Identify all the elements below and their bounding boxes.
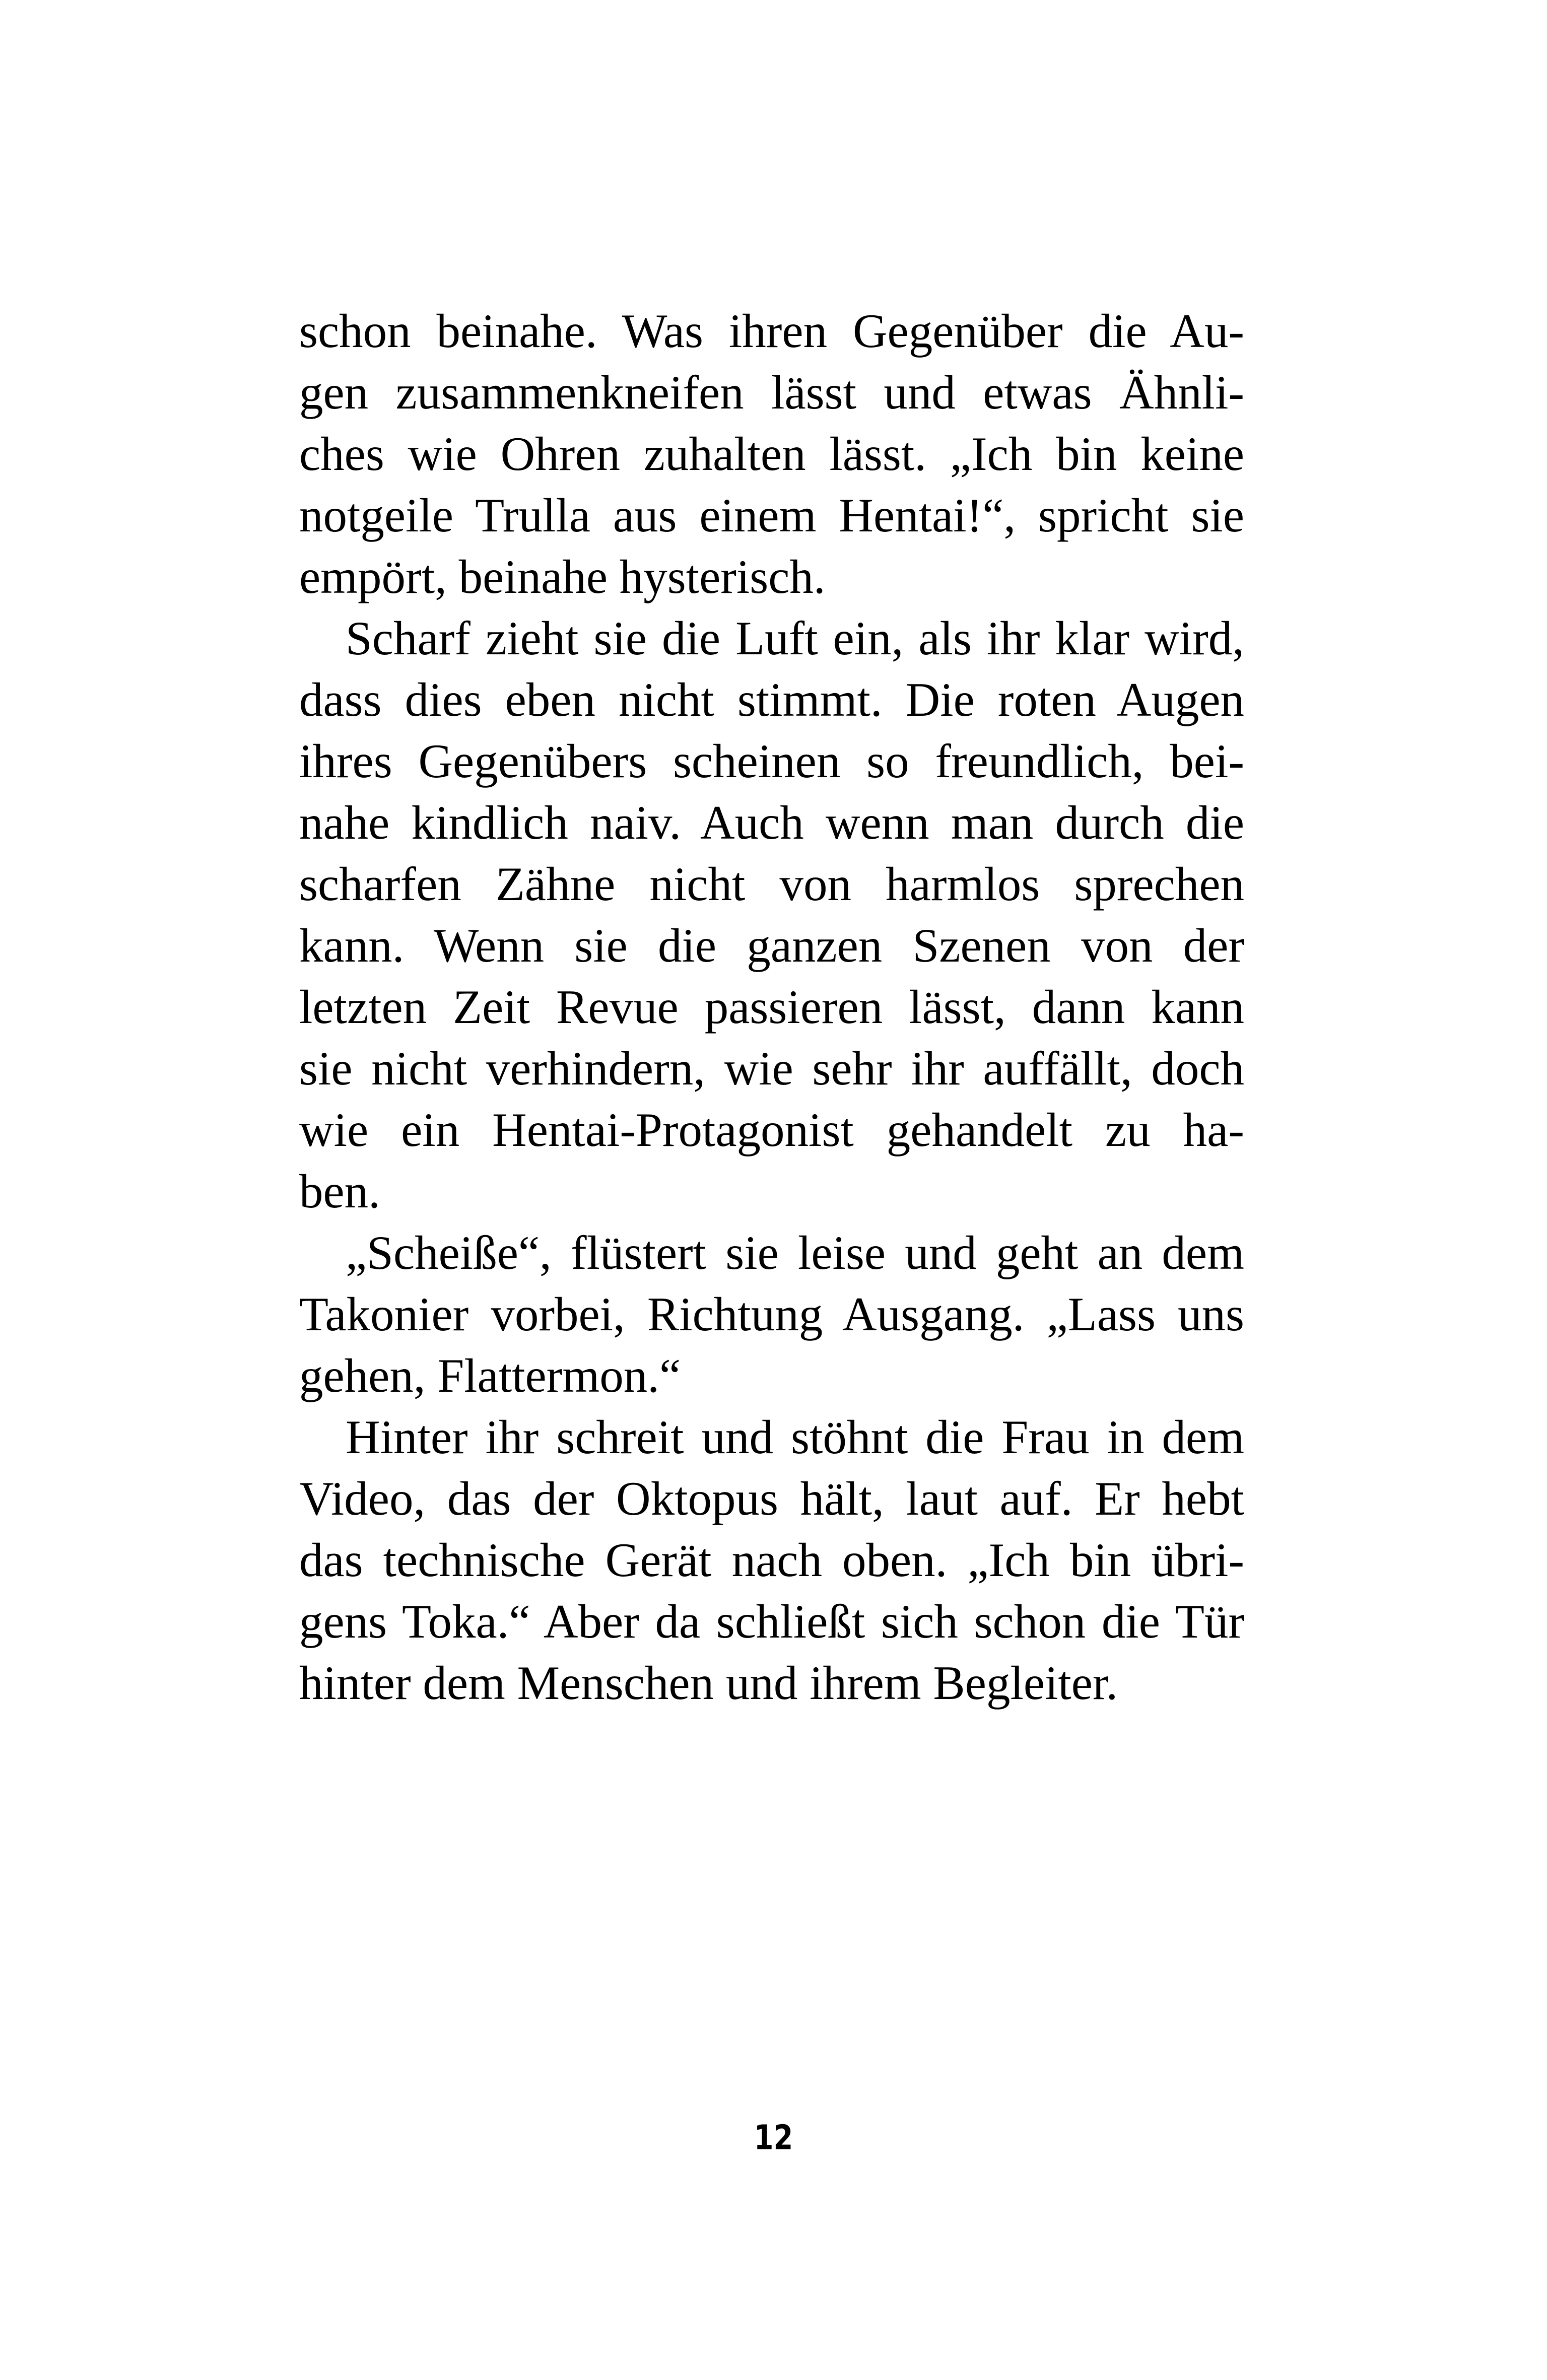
text-line: wie ein Hentai-Protagonist gehandelt zu ha-	[299, 1103, 1244, 1157]
text-line: schon beinahe. Was ihren Gegenüber die Au-	[299, 304, 1244, 358]
text-line: kann. Wenn sie die ganzen Szenen von der	[299, 919, 1244, 972]
text-line: notgeile Trulla aus einem Hentai!“, spricht sie	[299, 489, 1244, 542]
text-line: gehen, Flattermon.“	[299, 1349, 681, 1402]
body-text	[299, 300, 1244, 1714]
paragraph-4	[299, 1406, 1244, 1714]
paragraph-3	[299, 1222, 1244, 1406]
text-line: gens Toka.“ Aber da schließt sich schon die Tür	[299, 1595, 1244, 1648]
text-line: empört, beinahe hysterisch.	[299, 550, 826, 603]
text-line: das technische Gerät nach oben. „Ich bin übri-	[299, 1533, 1244, 1587]
text-line: „Scheiße“, flüstert sie leise und geht an dem	[346, 1226, 1244, 1279]
text-line: Video, das der Oktopus hält, laut auf. Er hebt	[299, 1472, 1244, 1525]
text-line: sie nicht verhindern, wie sehr ihr auffällt, doch	[299, 1042, 1244, 1095]
text-line: ches wie Ohren zuhalten lässt. „Ich bin keine	[299, 427, 1244, 481]
text-line: Takonier vorbei, Richtung Ausgang. „Lass uns	[299, 1287, 1244, 1341]
page-number: 12	[754, 2118, 793, 2158]
text-line: letzten Zeit Revue passieren lässt, dann kann	[299, 980, 1244, 1034]
text-line: hinter dem Menschen und ihrem Begleiter.	[299, 1656, 1118, 1710]
text-line: gen zusammenkneifen lässt und etwas Ähnli-	[299, 366, 1244, 419]
paragraph-2	[299, 607, 1244, 1222]
text-line: dass dies eben nicht stimmt. Die roten Augen	[299, 673, 1244, 726]
text-line: Hinter ihr schreit und stöhnt die Frau in dem	[346, 1410, 1244, 1464]
text-line: ihres Gegenübers scheinen so freundlich, bei-	[299, 734, 1244, 788]
paragraph-1	[299, 300, 1244, 607]
text-line: Scharf zieht sie die Luft ein, als ihr klar wird,	[346, 611, 1244, 665]
text-line: ben.	[299, 1165, 380, 1218]
text-line: nahe kindlich naiv. Auch wenn man durch die	[299, 796, 1244, 849]
text-line: scharfen Zähne nicht von harmlos sprechen	[299, 857, 1244, 911]
